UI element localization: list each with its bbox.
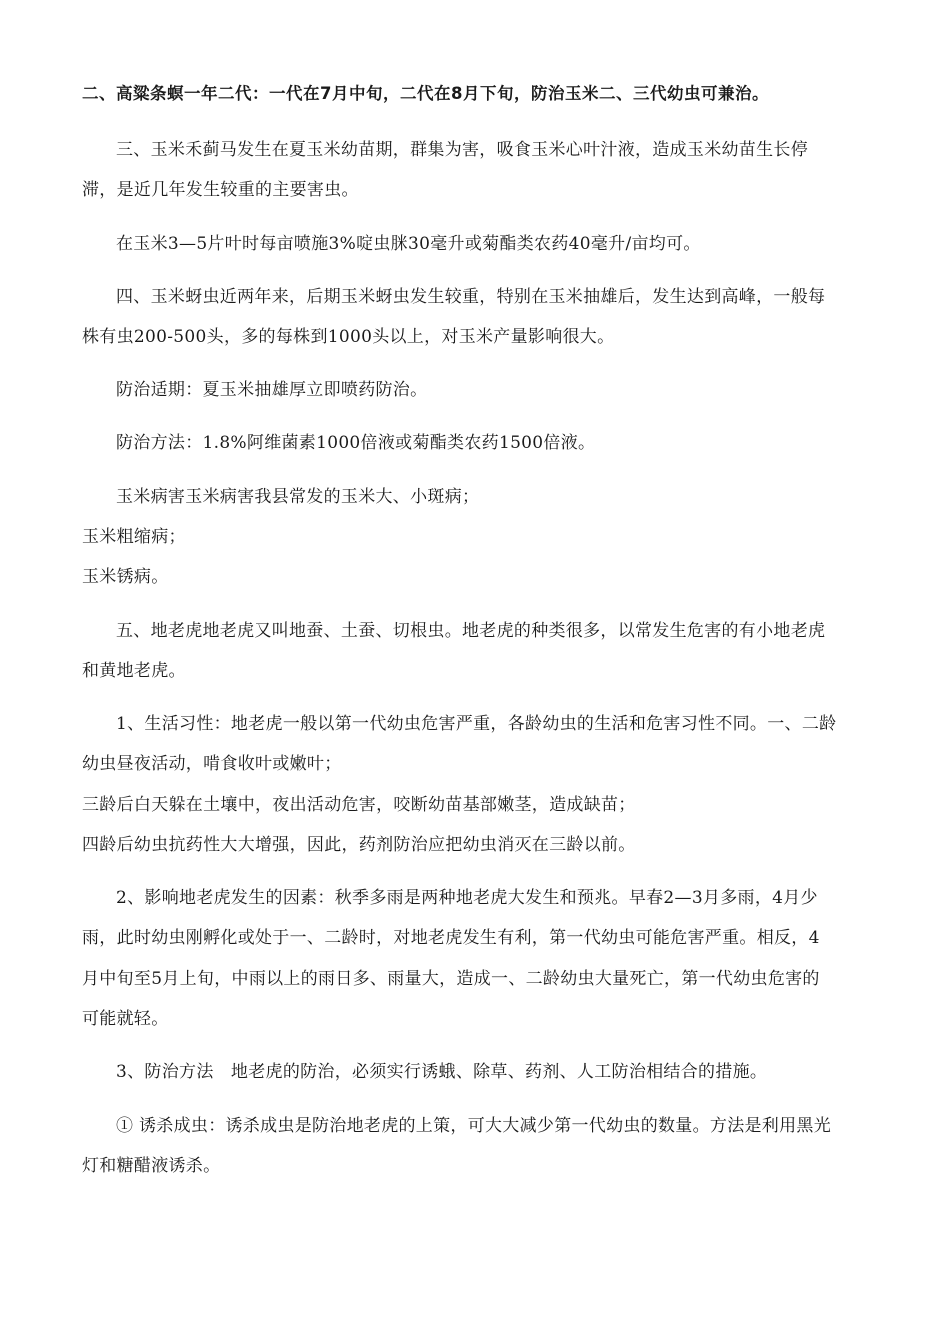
text-line: 株有虫200-500头，多的每株到1000头以上，对玉米产量影响很大。: [82, 327, 615, 347]
text-line: 和黄地老虎。: [82, 661, 186, 681]
text-line: 玉米锈病。: [82, 567, 169, 587]
text-line: 2、影响地老虎发生的因素：秋季多雨是两种地老虎大发生和预兆。早春2—3月多雨，4月少: [116, 888, 818, 908]
text-line: 三龄后白天躲在土壤中，夜出活动危害，咬断幼苗基部嫩茎，造成缺苗；: [82, 795, 636, 815]
text-line: 四龄后幼虫抗药性大大增强，因此，药剂防治应把幼虫消灭在三龄以前。: [82, 835, 636, 855]
text-line: 滞，是近几年发生较重的主要害虫。: [82, 180, 359, 200]
text-line: 月中旬至5月上旬，中雨以上的雨日多、雨量大，造成一、二龄幼虫大量死亡，第一代幼虫危害的: [82, 969, 820, 989]
text-line: 可能就轻。: [82, 1009, 169, 1029]
text-line: 五、地老虎地老虎又叫地蚕、土蚕、切根虫。地老虎的种类很多，以常发生危害的有小地老虎: [116, 621, 826, 641]
heading-line: 二、高粱条螟一年二代：一代在7月中旬，二代在8月下旬，防治玉米二、三代幼虫可兼治。: [82, 84, 769, 103]
text-line: 灯和糖醋液诱杀。: [82, 1156, 221, 1176]
text-line: 幼虫昼夜活动，啃食收叶或嫩叶；: [82, 754, 342, 774]
text-line: 在玉米3—5片叶时每亩喷施3%啶虫脒30毫升或菊酯类农药40毫升/亩均可。: [116, 234, 701, 254]
text-line: 四、玉米蚜虫近两年来，后期玉米蚜虫发生较重，特别在玉米抽雄后，发生达到高峰，一般每: [116, 287, 826, 307]
text-line: 防治方法：1.8%阿维菌素1000倍液或菊酯类农药1500倍液。: [116, 433, 596, 453]
text-line: 1、生活习性：地老虎一般以第一代幼虫危害严重，各龄幼虫的生活和危害习性不同。一、二龄: [116, 714, 837, 734]
text-line: 玉米粗缩病；: [82, 527, 186, 547]
text-line: 三、玉米禾蓟马发生在夏玉米幼苗期，群集为害，吸食玉米心叶汁液，造成玉米幼苗生长停: [116, 140, 808, 160]
text-line: 3、防治方法 地老虎的防治，必须实行诱蛾、除草、药剂、人工防治相结合的措施。: [116, 1062, 768, 1082]
text-line: 玉米病害玉米病害我县常发的玉米大、小斑病；: [116, 487, 480, 507]
text-line: 防治适期：夏玉米抽雄厚立即喷药防治。: [116, 380, 428, 400]
text-line: ① 诱杀成虫：诱杀成虫是防治地老虎的上策，可大大减少第一代幼虫的数量。方法是利用黑光: [116, 1116, 832, 1136]
text-line: 雨，此时幼虫刚孵化或处于一、二龄时，对地老虎发生有利，第一代幼虫可能危害严重。相反，4: [82, 928, 820, 948]
